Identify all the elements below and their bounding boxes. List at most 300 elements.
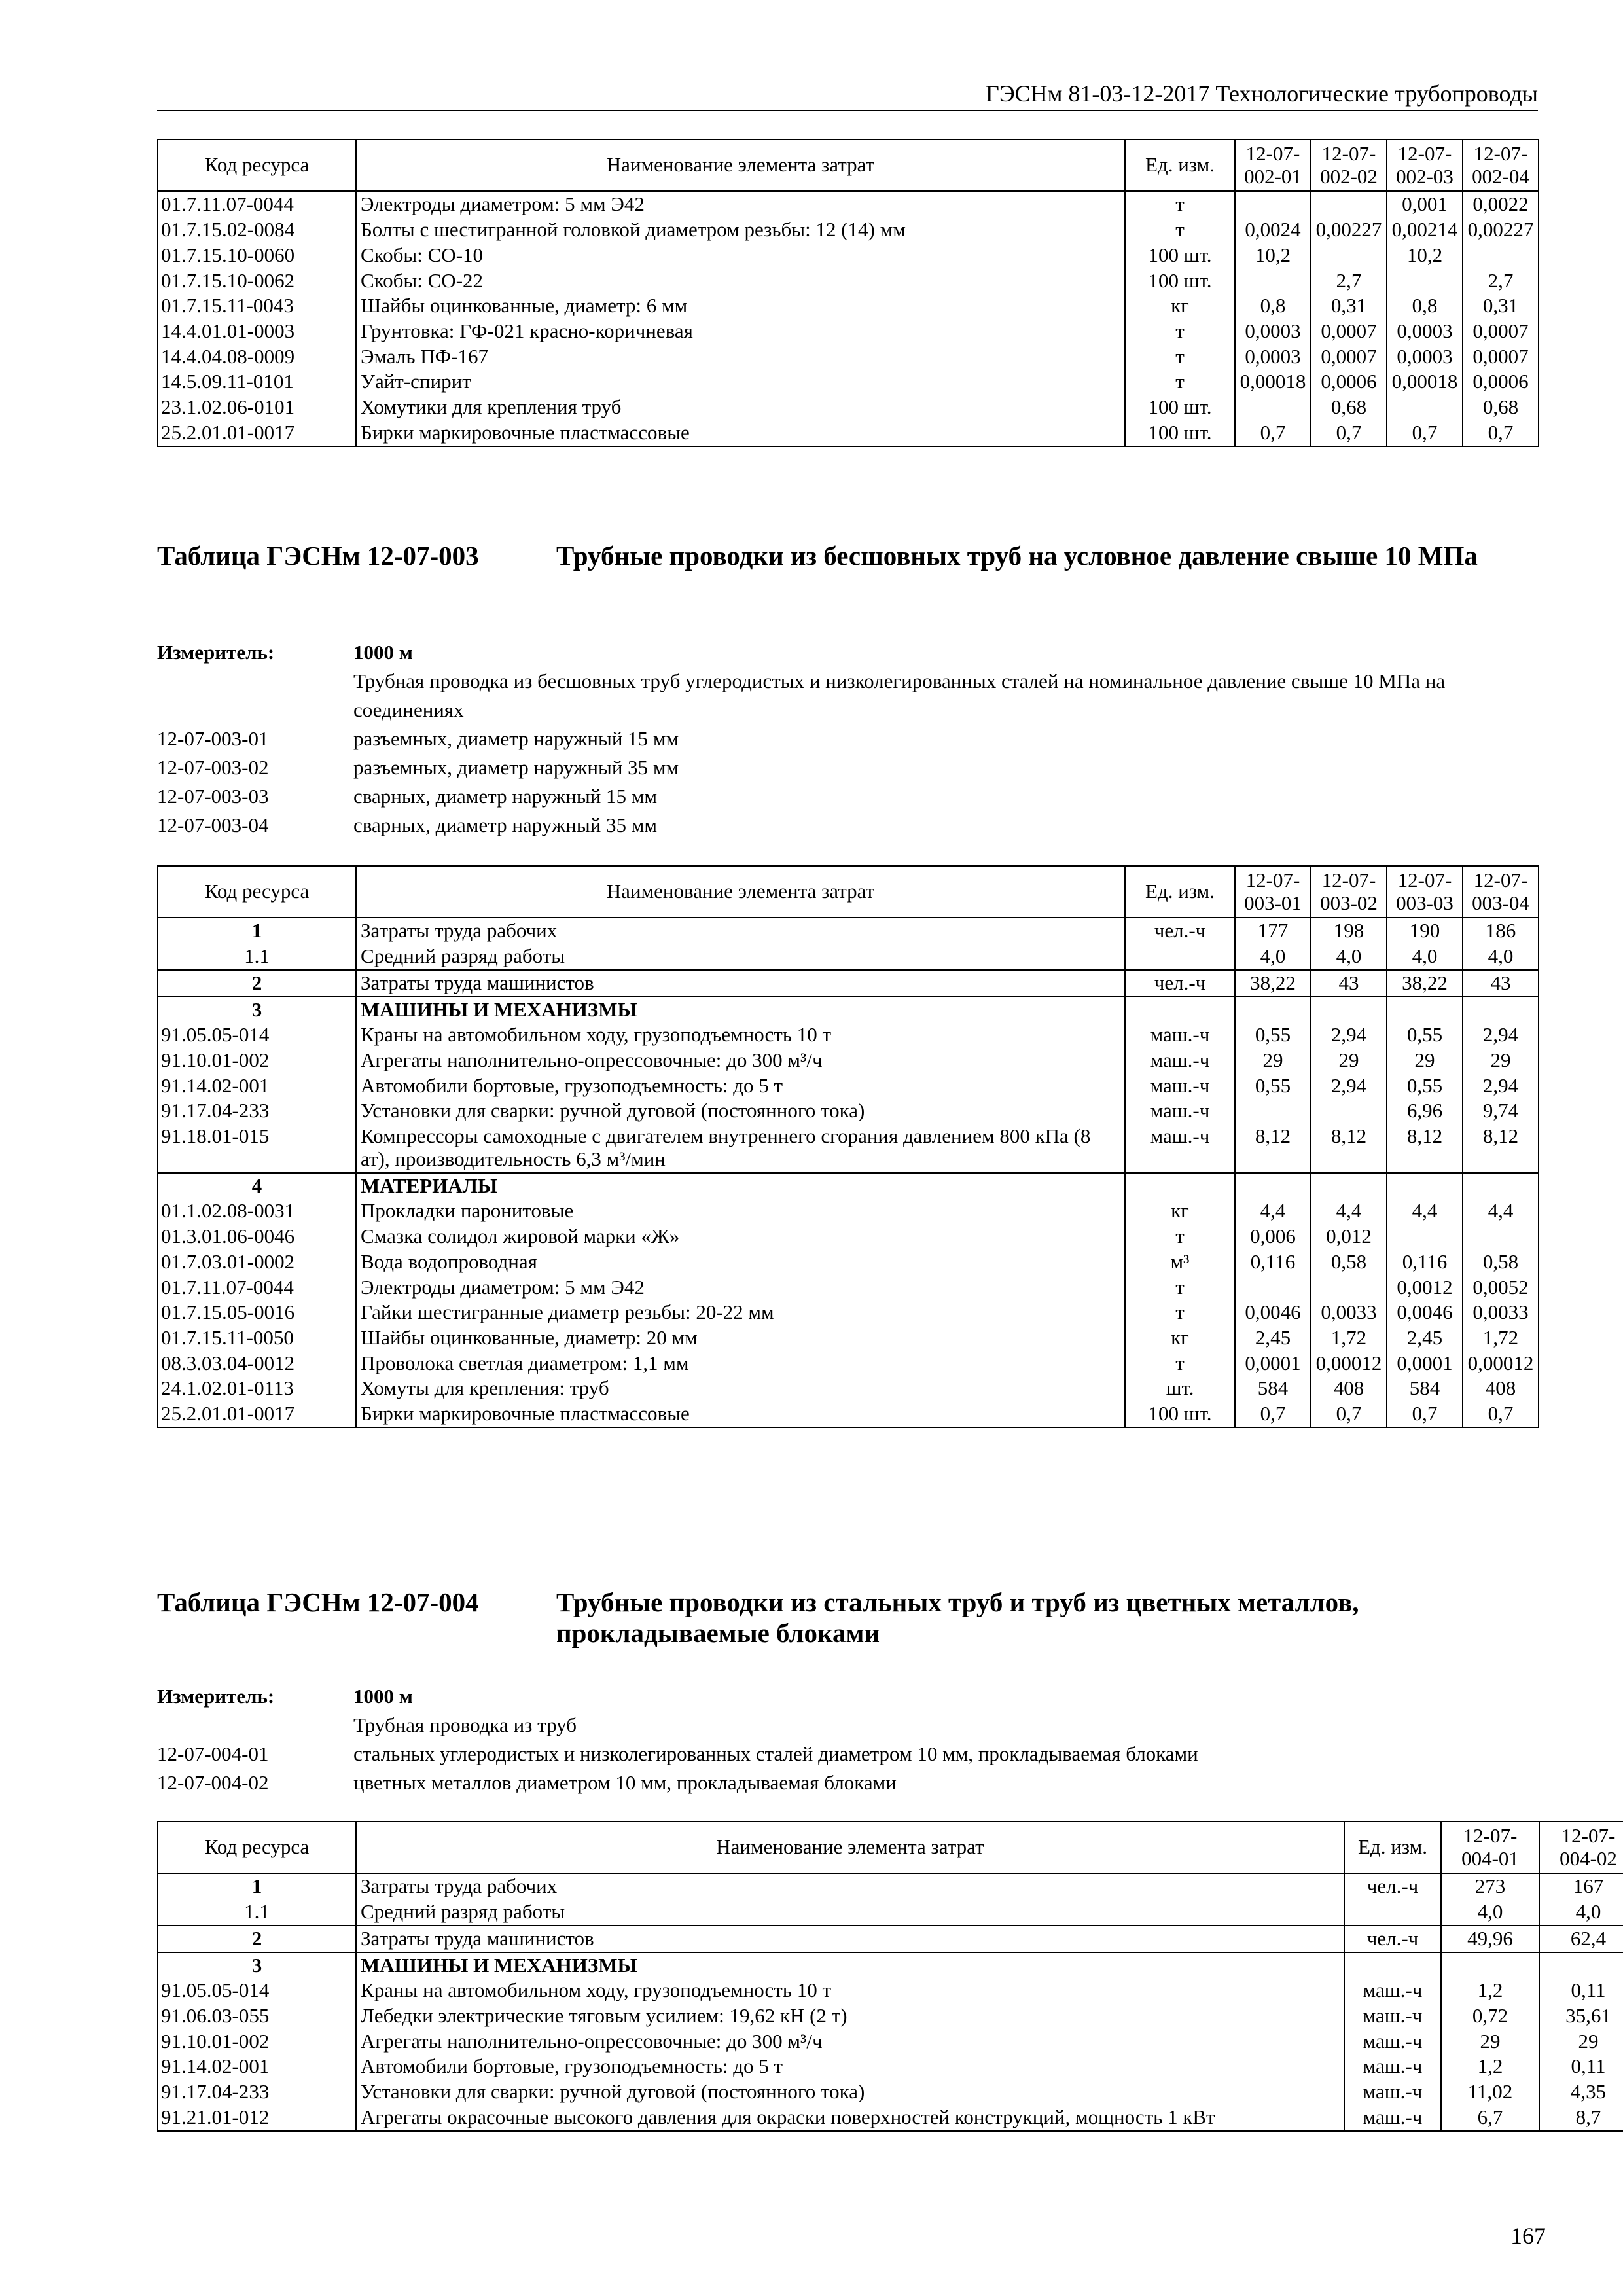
cost-element-name: Установки для сварки: ручной дуговой (постоянного тока) — [356, 1098, 1125, 1124]
norm-value: 186 — [1463, 918, 1539, 944]
table-label: Таблица ГЭСНм 12-07-004 — [157, 1587, 479, 1617]
col-header-name: Наименование элемента затрат — [356, 1821, 1344, 1873]
resource-code: 3 — [158, 997, 356, 1023]
norm-item — [157, 1768, 1538, 1797]
unit-of-measure: кг — [1125, 1325, 1235, 1351]
norm-value — [1387, 1173, 1463, 1199]
norm-value: 273 — [1441, 1873, 1539, 1899]
norm-value — [1235, 997, 1311, 1023]
measure-block-12-07-003 — [157, 638, 1538, 840]
norm-value: 8,12 — [1311, 1124, 1387, 1172]
resource-code: 14.4.04.08-0009 — [158, 344, 356, 370]
table-title: Трубные проводки из бесшовных труб на условное давление свыше 10 МПа — [556, 541, 1478, 571]
unit-of-measure — [1125, 944, 1235, 970]
norm-value: 35,61 — [1539, 2003, 1623, 2029]
cost-element-name: Шайбы оцинкованные, диаметр: 6 мм — [356, 293, 1125, 319]
description-row — [157, 667, 1538, 725]
norm-value — [1235, 1098, 1311, 1124]
norm-value: 0,006 — [1235, 1224, 1311, 1249]
table-row — [158, 1022, 1539, 1048]
norm-value: 8,7 — [1539, 2105, 1623, 2131]
unit-of-measure: маш.-ч — [1344, 2029, 1441, 2054]
col-header-norm: 12-07- 002-01 — [1235, 139, 1311, 191]
norm-value — [1387, 1224, 1463, 1249]
norm-text: сварных, диаметр наружный 15 мм — [353, 785, 658, 808]
cost-element-name: Смазка солидол жировой марки «Ж» — [356, 1224, 1125, 1249]
unit-of-measure: т — [1125, 217, 1235, 243]
norm-value — [1463, 997, 1539, 1023]
unit-of-measure: т — [1125, 1300, 1235, 1325]
norm-value: 177 — [1235, 918, 1311, 944]
norm-value: 0,7 — [1463, 1401, 1539, 1427]
header-row — [158, 866, 1539, 918]
unit-of-measure: т — [1125, 191, 1235, 217]
unit-of-measure: чел.-ч — [1125, 970, 1235, 997]
norm-value: 0,7 — [1311, 420, 1387, 446]
unit-of-measure: чел.-ч — [1125, 918, 1235, 944]
norm-value: 0,00227 — [1463, 217, 1539, 243]
resource-code: 2 — [158, 1926, 356, 1952]
cost-element-name: Хомутики для крепления труб — [356, 395, 1125, 420]
col-header-code: Код ресурса — [158, 866, 356, 918]
norm-value: 408 — [1463, 1376, 1539, 1401]
cost-element-name: Уайт-спирит — [356, 369, 1125, 395]
norm-value: 38,22 — [1387, 970, 1463, 997]
norm-value: 0,68 — [1463, 395, 1539, 420]
norm-value: 6,7 — [1441, 2105, 1539, 2131]
cost-element-name: МАШИНЫ И МЕХАНИЗМЫ — [356, 1952, 1344, 1979]
norm-item — [157, 811, 1538, 840]
norm-value: 2,7 — [1311, 268, 1387, 294]
col-header-norm: 12-07- 002-02 — [1311, 139, 1387, 191]
norm-value — [1235, 268, 1311, 294]
norm-value: 2,45 — [1235, 1325, 1311, 1351]
norm-value: 0,7 — [1311, 1401, 1387, 1427]
norm-value: 4,4 — [1235, 1198, 1311, 1224]
unit-of-measure: т — [1125, 344, 1235, 370]
unit-of-measure: м³ — [1125, 1249, 1235, 1275]
resource-code: 01.7.11.07-0044 — [158, 1275, 356, 1300]
resource-code: 3 — [158, 1952, 356, 1979]
resource-code: 91.18.01-015 — [158, 1124, 356, 1172]
norm-value: 0,0033 — [1311, 1300, 1387, 1325]
cost-element-name: Краны на автомобильном ходу, грузоподъемность 10 т — [356, 1022, 1125, 1048]
norm-text: сварных, диаметр наружный 35 мм — [353, 814, 658, 837]
table-row — [158, 1124, 1539, 1172]
cost-element-name: Шайбы оцинкованные, диаметр: 20 мм — [356, 1325, 1125, 1351]
table-row — [158, 1275, 1539, 1300]
norm-value: 0,55 — [1387, 1073, 1463, 1099]
norm-value: 29 — [1539, 2029, 1623, 2054]
norm-value: 43 — [1311, 970, 1387, 997]
norm-value: 0,00012 — [1463, 1351, 1539, 1376]
norm-text: разъемных, диаметр наружный 15 мм — [353, 727, 679, 751]
norm-value: 49,96 — [1441, 1926, 1539, 1952]
cost-element-name: Болты с шестигранной головкой диаметром резьбы: 12 (14) мм — [356, 217, 1125, 243]
norm-text: цветных металлов диаметром 10 мм, прокладываемая блоками — [353, 1771, 897, 1795]
norm-value: 4,0 — [1441, 1899, 1539, 1926]
norm-value: 29 — [1311, 1048, 1387, 1073]
table-row — [158, 1376, 1539, 1401]
col-header-norm: 12-07- 002-04 — [1463, 139, 1539, 191]
cost-element-name: Проволока светлая диаметром: 1,1 мм — [356, 1351, 1125, 1376]
norm-value: 190 — [1387, 918, 1463, 944]
unit-of-measure: маш.-ч — [1125, 1073, 1235, 1099]
col-header-unit: Ед. изм. — [1125, 866, 1235, 918]
norm-value: 0,8 — [1387, 293, 1463, 319]
cost-element-name: Автомобили бортовые, грузоподъемность: до 5 т — [356, 1073, 1125, 1099]
norm-value: 0,55 — [1387, 1022, 1463, 1048]
table-row — [158, 1978, 1623, 2003]
norm-value: 10,2 — [1387, 243, 1463, 268]
unit-of-measure: маш.-ч — [1125, 1124, 1235, 1172]
norm-value: 0,0007 — [1311, 344, 1387, 370]
norm-value — [1463, 243, 1539, 268]
unit-of-measure: т — [1125, 1224, 1235, 1249]
norm-value: 1,2 — [1441, 2054, 1539, 2079]
unit-of-measure: маш.-ч — [1125, 1022, 1235, 1048]
norm-value: 4,0 — [1463, 944, 1539, 970]
unit-of-measure — [1344, 1952, 1441, 1979]
norm-value: 1,72 — [1463, 1325, 1539, 1351]
col-header-code: Код ресурса — [158, 1821, 356, 1873]
norm-value: 0,0046 — [1387, 1300, 1463, 1325]
table-row — [158, 997, 1539, 1023]
table-row — [158, 1224, 1539, 1249]
cost-element-name: Средний разряд работы — [356, 1899, 1344, 1926]
col-header-name: Наименование элемента затрат — [356, 866, 1125, 918]
norm-code: 12-07-003-02 — [157, 756, 269, 780]
table-row — [158, 243, 1539, 268]
norm-value — [1311, 191, 1387, 217]
table-row — [158, 217, 1539, 243]
norm-code: 12-07-003-01 — [157, 727, 269, 751]
cost-element-name: Автомобили бортовые, грузоподъемность: до 5 т — [356, 2054, 1344, 2079]
table-row — [158, 1048, 1539, 1073]
norm-value: 0,11 — [1539, 1978, 1623, 2003]
unit-of-measure: т — [1125, 1275, 1235, 1300]
norm-value: 29 — [1387, 1048, 1463, 1073]
table-row — [158, 1926, 1623, 1952]
unit-of-measure: маш.-ч — [1125, 1048, 1235, 1073]
unit-of-measure: кг — [1125, 293, 1235, 319]
norm-value: 2,94 — [1311, 1022, 1387, 1048]
table-row — [158, 1073, 1539, 1099]
norm-value — [1311, 1275, 1387, 1300]
table-row — [158, 2003, 1623, 2029]
norm-value — [1463, 1224, 1539, 1249]
norm-code: 12-07-004-02 — [157, 1771, 269, 1795]
table-title: Трубные проводки из стальных труб и труб из цветных металлов, прокладываемые блоками — [556, 1587, 1359, 1649]
cost-element-name: Компрессоры самоходные с двигателем внутреннего сгорания давлением 800 кПа (8 ат), производительность 6,3 м³/мин — [356, 1124, 1125, 1172]
norm-value: 8,12 — [1387, 1124, 1463, 1172]
resource-code: 1.1 — [158, 944, 356, 970]
norm-value: 0,0003 — [1387, 319, 1463, 344]
table-row — [158, 344, 1539, 370]
measure-value: 1000 м — [353, 1685, 413, 1708]
unit-of-measure: 100 шт. — [1125, 1401, 1235, 1427]
resource-code: 91.17.04-233 — [158, 1098, 356, 1124]
cost-element-name: Лебедки электрические тяговым усилием: 19,62 кН (2 т) — [356, 2003, 1344, 2029]
norm-value — [1311, 1098, 1387, 1124]
table-label: Таблица ГЭСНм 12-07-003 — [157, 541, 479, 571]
unit-of-measure: т — [1125, 319, 1235, 344]
norm-value: 0,0003 — [1235, 319, 1311, 344]
norm-value: 6,96 — [1387, 1098, 1463, 1124]
cost-element-name: Бирки маркировочные пластмассовые — [356, 1401, 1125, 1427]
norm-value: 8,12 — [1235, 1124, 1311, 1172]
norm-value: 0,0001 — [1235, 1351, 1311, 1376]
work-description: Трубная проводка из бесшовных труб углеродистых и низколегированных сталей на номинальное давление свыше 10 МПа на соединениях — [353, 670, 1446, 722]
col-header-code: Код ресурса — [158, 139, 356, 191]
resource-code: 2 — [158, 970, 356, 997]
norm-value: 4,35 — [1539, 2079, 1623, 2105]
norm-value: 1,72 — [1311, 1325, 1387, 1351]
norm-code: 12-07-003-03 — [157, 785, 269, 808]
table-row — [158, 1173, 1539, 1199]
norm-value — [1463, 1173, 1539, 1199]
resource-code: 91.10.01-002 — [158, 1048, 356, 1073]
cost-element-name: Хомуты для крепления: труб — [356, 1376, 1125, 1401]
col-header-norm: 12-07- 002-03 — [1387, 139, 1463, 191]
norm-value: 0,00018 — [1235, 369, 1311, 395]
norm-value: 0,0006 — [1311, 369, 1387, 395]
resource-code: 01.3.01.06-0046 — [158, 1224, 356, 1249]
running-header-text: ГЭСНм 81-03-12-2017 Технологические трубопроводы — [986, 81, 1538, 107]
table-row — [158, 918, 1539, 944]
norm-value: 198 — [1311, 918, 1387, 944]
cost-element-name: Затраты труда машинистов — [356, 970, 1125, 997]
unit-of-measure: маш.-ч — [1344, 2054, 1441, 2079]
table-row — [158, 1098, 1539, 1124]
norm-value — [1235, 395, 1311, 420]
resource-table-12-07-002 — [157, 139, 1539, 447]
cost-element-name: Прокладки паронитовые — [356, 1198, 1125, 1224]
unit-of-measure: т — [1125, 1351, 1235, 1376]
cost-element-name: Агрегаты наполнительно-опрессовочные: до 300 м³/ч — [356, 1048, 1125, 1073]
norm-value: 4,4 — [1463, 1198, 1539, 1224]
col-header-norm: 12-07- 003-01 — [1235, 866, 1311, 918]
norm-value: 0,00227 — [1311, 217, 1387, 243]
col-header-norm: 12-07- 004-02 — [1539, 1821, 1623, 1873]
norm-value: 0,31 — [1463, 293, 1539, 319]
norm-value: 29 — [1235, 1048, 1311, 1073]
norm-value: 0,00012 — [1311, 1351, 1387, 1376]
table-row — [158, 395, 1539, 420]
unit-of-measure: 100 шт. — [1125, 243, 1235, 268]
norm-value: 2,94 — [1463, 1022, 1539, 1048]
norm-value: 10,2 — [1235, 243, 1311, 268]
table-row — [158, 1249, 1539, 1275]
col-header-norm: 12-07- 003-02 — [1311, 866, 1387, 918]
cost-element-name: Затраты труда рабочих — [356, 918, 1125, 944]
norm-value: 0,0012 — [1387, 1275, 1463, 1300]
cost-element-name: Затраты труда рабочих — [356, 1873, 1344, 1899]
resource-code: 91.06.03-055 — [158, 2003, 356, 2029]
norm-value: 0,31 — [1311, 293, 1387, 319]
norm-value — [1311, 243, 1387, 268]
resource-code: 91.17.04-233 — [158, 2079, 356, 2105]
unit-of-measure: 100 шт. — [1125, 268, 1235, 294]
norm-value: 0,55 — [1235, 1073, 1311, 1099]
resource-code: 01.7.15.11-0043 — [158, 293, 356, 319]
resource-code: 01.7.15.11-0050 — [158, 1325, 356, 1351]
norm-value: 4,0 — [1311, 944, 1387, 970]
col-header-unit: Ед. изм. — [1125, 139, 1235, 191]
norm-value: 29 — [1441, 2029, 1539, 2054]
cost-element-name: МАТЕРИАЛЫ — [356, 1173, 1125, 1199]
resource-table-12-07-004 — [157, 1821, 1623, 2132]
norm-value: 0,7 — [1235, 1401, 1311, 1427]
resource-code: 91.14.02-001 — [158, 2054, 356, 2079]
norm-value — [1387, 268, 1463, 294]
norm-value: 4,4 — [1387, 1198, 1463, 1224]
norm-value: 167 — [1539, 1873, 1623, 1899]
norm-value: 0,0007 — [1311, 319, 1387, 344]
resource-code: 14.4.01.01-0003 — [158, 319, 356, 344]
norm-value: 0,0007 — [1463, 319, 1539, 344]
cost-element-name: Краны на автомобильном ходу, грузоподъемность 10 т — [356, 1978, 1344, 2003]
norm-value: 0,012 — [1311, 1224, 1387, 1249]
norm-value: 0,00214 — [1387, 217, 1463, 243]
unit-of-measure — [1125, 997, 1235, 1023]
cost-element-name: Грунтовка: ГФ-021 красно-коричневая — [356, 319, 1125, 344]
cost-element-name: Гайки шестигранные диаметр резьбы: 20-22 мм — [356, 1300, 1125, 1325]
norm-value: 0,116 — [1387, 1249, 1463, 1275]
resource-code: 91.05.05-014 — [158, 1978, 356, 2003]
table-row — [158, 1873, 1623, 1899]
norm-value: 38,22 — [1235, 970, 1311, 997]
norm-item — [157, 1740, 1538, 1768]
table-row — [158, 2105, 1623, 2131]
norm-value: 0,0052 — [1463, 1275, 1539, 1300]
norm-value — [1539, 1952, 1623, 1979]
unit-of-measure: маш.-ч — [1344, 2079, 1441, 2105]
norm-value: 11,02 — [1441, 2079, 1539, 2105]
measure-label: Измеритель: — [157, 641, 275, 664]
norm-value: 0,001 — [1387, 191, 1463, 217]
table-row — [158, 293, 1539, 319]
unit-of-measure: шт. — [1125, 1376, 1235, 1401]
resource-code: 01.7.11.07-0044 — [158, 191, 356, 217]
resource-code: 91.05.05-014 — [158, 1022, 356, 1048]
table-row — [158, 369, 1539, 395]
unit-of-measure: маш.-ч — [1344, 2105, 1441, 2131]
norm-value: 4,4 — [1311, 1198, 1387, 1224]
norm-value: 1,2 — [1441, 1978, 1539, 2003]
norm-code: 12-07-004-01 — [157, 1742, 269, 1766]
norm-value: 584 — [1235, 1376, 1311, 1401]
norm-value: 0,7 — [1463, 420, 1539, 446]
unit-of-measure — [1125, 1173, 1235, 1199]
norm-value: 0,72 — [1441, 2003, 1539, 2029]
description-row — [157, 1711, 1538, 1740]
measure-row — [157, 1682, 1538, 1711]
norm-value: 0,0003 — [1235, 344, 1311, 370]
running-header — [157, 77, 1538, 111]
norm-text: стальных углеродистых и низколегированных сталей диаметром 10 мм, прокладываемая блоками — [353, 1742, 1198, 1766]
cost-element-name: Электроды диаметром: 5 мм Э42 — [356, 1275, 1125, 1300]
table-row — [158, 970, 1539, 997]
header-row — [158, 139, 1539, 191]
table-row — [158, 944, 1539, 970]
norm-value: 0,0024 — [1235, 217, 1311, 243]
cost-element-name: Электроды диаметром: 5 мм Э42 — [356, 191, 1125, 217]
resource-code: 91.21.01-012 — [158, 2105, 356, 2131]
norm-value: 0,8 — [1235, 293, 1311, 319]
norm-value: 0,55 — [1235, 1022, 1311, 1048]
table-row — [158, 1899, 1623, 1926]
measure-block-12-07-004 — [157, 1682, 1538, 1797]
norm-value: 43 — [1463, 970, 1539, 997]
resource-code: 01.7.15.05-0016 — [158, 1300, 356, 1325]
work-description: Трубная проводка из труб — [353, 1713, 577, 1737]
resource-code: 91.14.02-001 — [158, 1073, 356, 1099]
cost-element-name: Вода водопроводная — [356, 1249, 1125, 1275]
norm-value: 62,4 — [1539, 1926, 1623, 1952]
unit-of-measure: кг — [1125, 1198, 1235, 1224]
norm-value: 0,0006 — [1463, 369, 1539, 395]
resource-code: 14.5.09.11-0101 — [158, 369, 356, 395]
table-row — [158, 2054, 1623, 2079]
resource-code: 23.1.02.06-0101 — [158, 395, 356, 420]
resource-code: 25.2.01.01-0017 — [158, 1401, 356, 1427]
norm-value: 0,0033 — [1463, 1300, 1539, 1325]
norm-value: 0,0001 — [1387, 1351, 1463, 1376]
unit-of-measure: 100 шт. — [1125, 395, 1235, 420]
norm-value — [1387, 395, 1463, 420]
norm-value: 2,45 — [1387, 1325, 1463, 1351]
norm-item — [157, 725, 1538, 753]
cost-element-name: Бирки маркировочные пластмассовые — [356, 420, 1125, 446]
col-header-norm: 12-07- 004-01 — [1441, 1821, 1539, 1873]
table-row — [158, 420, 1539, 446]
norm-value: 0,68 — [1311, 395, 1387, 420]
norm-value — [1235, 1173, 1311, 1199]
table-row — [158, 1351, 1539, 1376]
resource-code: 01.7.03.01-0002 — [158, 1249, 356, 1275]
resource-table-12-07-003 — [157, 865, 1539, 1428]
resource-code: 24.1.02.01-0113 — [158, 1376, 356, 1401]
table-row — [158, 2079, 1623, 2105]
unit-of-measure: т — [1125, 369, 1235, 395]
cost-element-name: Эмаль ПФ-167 — [356, 344, 1125, 370]
norm-value: 0,7 — [1387, 1401, 1463, 1427]
cost-element-name: Установки для сварки: ручной дуговой (постоянного тока) — [356, 2079, 1344, 2105]
norm-value — [1441, 1952, 1539, 1979]
page-number: 167 — [1510, 2223, 1546, 2249]
col-header-norm: 12-07- 003-04 — [1463, 866, 1539, 918]
table-row — [158, 191, 1539, 217]
norm-text: разъемных, диаметр наружный 35 мм — [353, 756, 679, 780]
norm-value: 408 — [1311, 1376, 1387, 1401]
unit-of-measure: 100 шт. — [1125, 420, 1235, 446]
resource-code: 01.7.15.10-0060 — [158, 243, 356, 268]
unit-of-measure: маш.-ч — [1125, 1098, 1235, 1124]
measure-row — [157, 638, 1538, 667]
resource-code: 01.1.02.08-0031 — [158, 1198, 356, 1224]
unit-of-measure: чел.-ч — [1344, 1926, 1441, 1952]
norm-value: 2,94 — [1463, 1073, 1539, 1099]
norm-value: 4,0 — [1387, 944, 1463, 970]
norm-value: 0,58 — [1463, 1249, 1539, 1275]
resource-code: 08.3.03.04-0012 — [158, 1351, 356, 1376]
cost-element-name: Затраты труда машинистов — [356, 1926, 1344, 1952]
table-row — [158, 1401, 1539, 1427]
norm-value: 2,7 — [1463, 268, 1539, 294]
norm-value: 0,58 — [1311, 1249, 1387, 1275]
table-row — [158, 319, 1539, 344]
